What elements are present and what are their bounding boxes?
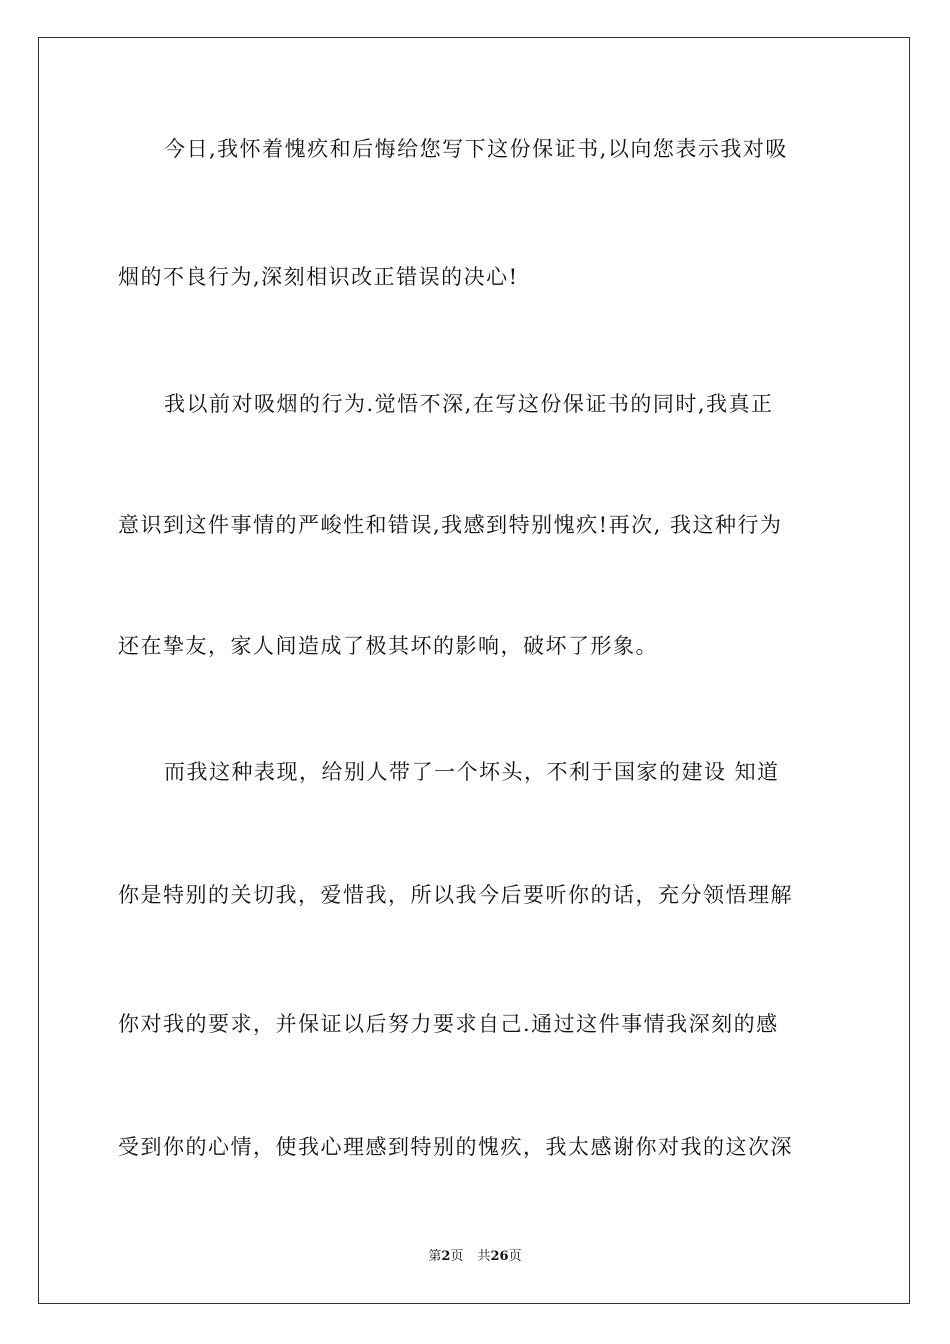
page-border — [38, 37, 910, 1304]
body-line-6: 而我这种表现，给别人带了一个坏头，不利于国家的建设 知道 — [164, 760, 780, 784]
total-prefix: 共 — [477, 1249, 491, 1264]
body-line-1: 今日,我怀着愧疚和后悔给您写下这份保证书,以向您表示我对吸 — [164, 137, 788, 161]
body-line-5: 还在挚友，家人间造成了极其坏的影响，破坏了形象。 — [118, 634, 658, 658]
body-line-2: 烟的不良行为,深刻相识改正错误的决心! — [118, 265, 519, 289]
page-prefix: 第 — [428, 1249, 442, 1264]
body-line-4: 意识到这件事情的严峻性和错误,我感到特别愧疚!再次, 我这种行为 — [118, 513, 783, 537]
body-line-3: 我以前对吸烟的行为.觉悟不深,在写这份保证书的同时,我真正 — [164, 392, 774, 416]
body-line-7: 你是特别的关切我，爱惜我，所以我今后要听你的话，充分领悟理解 — [118, 883, 793, 907]
page-suffix: 页 — [450, 1249, 464, 1264]
body-line-9: 受到你的心情，使我心理感到特别的愧疚，我太感谢你对我的这次深 — [118, 1135, 793, 1159]
page-total-number: 26 — [490, 1249, 509, 1264]
total-suffix: 页 — [508, 1249, 522, 1264]
body-line-8: 你对我的要求，并保证以后努力要求自己.通过这件事情我深刻的感 — [118, 1012, 779, 1036]
page-current-number: 2 — [441, 1249, 451, 1264]
page-footer — [0, 1248, 950, 1266]
